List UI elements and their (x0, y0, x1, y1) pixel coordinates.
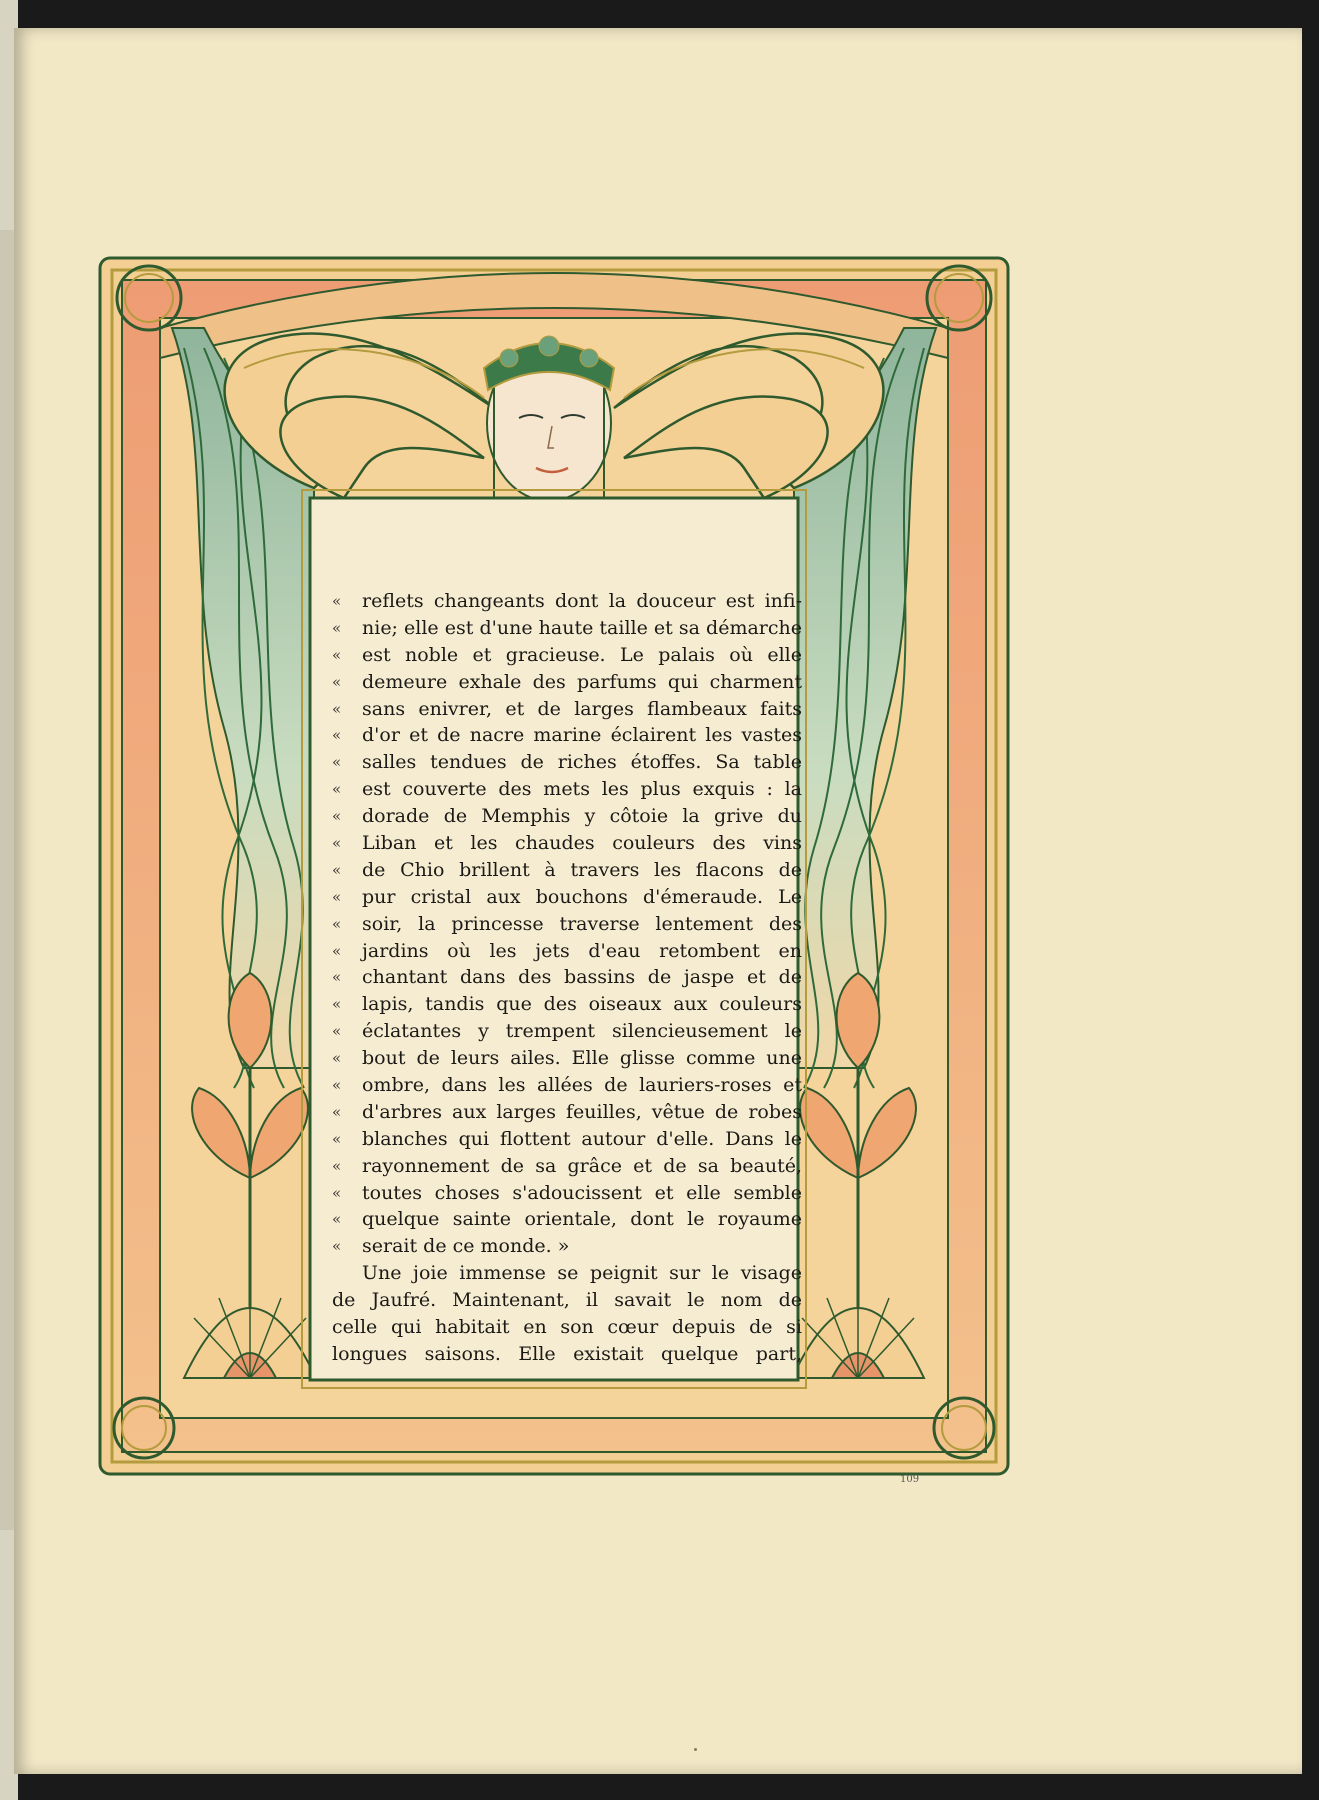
paragraph-line-text: Une joie immense se peignit sur le visage (362, 1262, 802, 1285)
quoted-line-text: d'arbres aux larges feuilles, vêtue de robes (362, 1100, 802, 1123)
quoted-line-text: est couverte des mets les plus exquis : la (362, 778, 802, 801)
paragraph-line-text: longues saisons. Elle existait quelque part, (332, 1342, 802, 1365)
quoted-line (332, 1099, 802, 1126)
quoted-line (332, 857, 802, 884)
quoted-line (332, 830, 802, 857)
quoted-line (332, 803, 802, 830)
page-number: 109 (900, 1474, 920, 1485)
quoted-line (332, 669, 802, 696)
quote-mark: « (332, 592, 342, 610)
quote-mark: « (332, 645, 342, 664)
quote-mark: « (332, 860, 342, 879)
quoted-line-text: jardins où les jets d'eau retombent en (362, 939, 802, 962)
quoted-line (332, 1233, 802, 1260)
quoted-line (332, 1018, 802, 1045)
quoted-line (332, 1180, 802, 1207)
paragraph-line (332, 1260, 802, 1287)
quoted-line-text: dorade de Memphis y côtoie la grive du (362, 805, 802, 828)
quoted-line-text: est noble et gracieuse. Le palais où elle (362, 643, 802, 666)
quoted-line (332, 615, 802, 642)
quoted-line (332, 884, 802, 911)
quote-mark: « (332, 1129, 342, 1148)
quote-mark: « (332, 1076, 342, 1095)
quote-mark: « (332, 914, 342, 933)
quoted-line (332, 964, 802, 991)
quoted-line-text: rayonnement de sa grâce et de sa beauté, (362, 1154, 802, 1177)
quote-mark: « (332, 834, 342, 853)
quote-mark: « (332, 887, 342, 906)
paragraph-line (332, 1341, 802, 1368)
quote-mark: « (332, 753, 342, 772)
paper-speck (694, 1748, 697, 1751)
quoted-line-text: sans enivrer, et de larges flambeaux faits (362, 697, 802, 720)
book-page (14, 28, 1302, 1774)
quoted-line (332, 1045, 802, 1072)
quote-mark: « (332, 618, 342, 637)
text-body (332, 588, 802, 1408)
quote-mark: « (332, 780, 342, 799)
quoted-line (332, 911, 802, 938)
quoted-line-text: de Chio brillent à travers les flacons de (362, 858, 802, 881)
quoted-line-text: blanches qui flottent autour d'elle. Dans le (362, 1127, 802, 1150)
quoted-line (332, 696, 802, 723)
quoted-line (332, 1126, 802, 1153)
quoted-line-text: pur cristal aux bouchons d'émeraude. Le (362, 885, 802, 908)
quote-mark: « (332, 1102, 342, 1121)
quoted-line (332, 722, 802, 749)
quoted-line (332, 1072, 802, 1099)
quoted-line-text: ombre, dans les allées de lauriers-roses et (362, 1074, 802, 1097)
quoted-line (332, 1153, 802, 1180)
quoted-line-text: reflets changeants dont la douceur est infi- (362, 590, 802, 612)
quote-mark: « (332, 995, 342, 1014)
quoted-line (332, 588, 802, 615)
quoted-line (332, 749, 802, 776)
quoted-line-text: lapis, tandis que des oiseaux aux couleurs (362, 993, 802, 1016)
quote-mark: « (332, 1210, 342, 1229)
quote-mark: « (332, 1049, 342, 1068)
quoted-line-text: Liban et les chaudes couleurs des vins (362, 832, 802, 855)
quoted-line-text: éclatantes y trempent silencieusement le (362, 1020, 802, 1043)
quote-mark: « (332, 941, 342, 960)
quoted-line-text: nie; elle est d'une haute taille et sa démarche (362, 616, 802, 639)
quoted-line (332, 991, 802, 1018)
quoted-line (332, 938, 802, 965)
quoted-line-text: d'or et de nacre marine éclairent les vastes (362, 724, 802, 747)
quoted-line (332, 642, 802, 669)
paragraph-line-text: celle qui habitait en son cœur depuis de si (332, 1316, 802, 1339)
quote-mark: « (332, 1237, 342, 1256)
quote-mark: « (332, 1183, 342, 1202)
paragraph-line (332, 1287, 802, 1314)
paragraph-line-text: de Jaufré. Maintenant, il savait le nom de (332, 1289, 802, 1312)
quoted-line-text: chantant dans des bassins de jaspe et de (362, 966, 802, 989)
quoted-line-text: demeure exhale des parfums qui charment (362, 670, 802, 693)
quoted-line-text: salles tendues de riches étoffes. Sa table (362, 751, 802, 774)
quote-mark: « (332, 1156, 342, 1175)
quoted-line-text: bout de leurs ailes. Elle glisse comme une (362, 1047, 802, 1070)
quoted-line-text: serait de ce monde. » (362, 1235, 570, 1258)
quoted-line (332, 776, 802, 803)
quote-mark: « (332, 726, 342, 745)
quoted-line-text: soir, la princesse traverse lentement des (362, 912, 802, 935)
quote-mark: « (332, 672, 342, 691)
quoted-line-text: quelque sainte orientale, dont le royaume (362, 1208, 802, 1231)
paragraph-line (332, 1314, 802, 1341)
quoted-line (332, 1206, 802, 1233)
quote-mark: « (332, 699, 342, 718)
quote-mark: « (332, 968, 342, 987)
quote-mark: « (332, 1022, 342, 1041)
quoted-line-text: toutes choses s'adoucissent et elle semble (362, 1181, 802, 1204)
quote-mark: « (332, 807, 342, 826)
